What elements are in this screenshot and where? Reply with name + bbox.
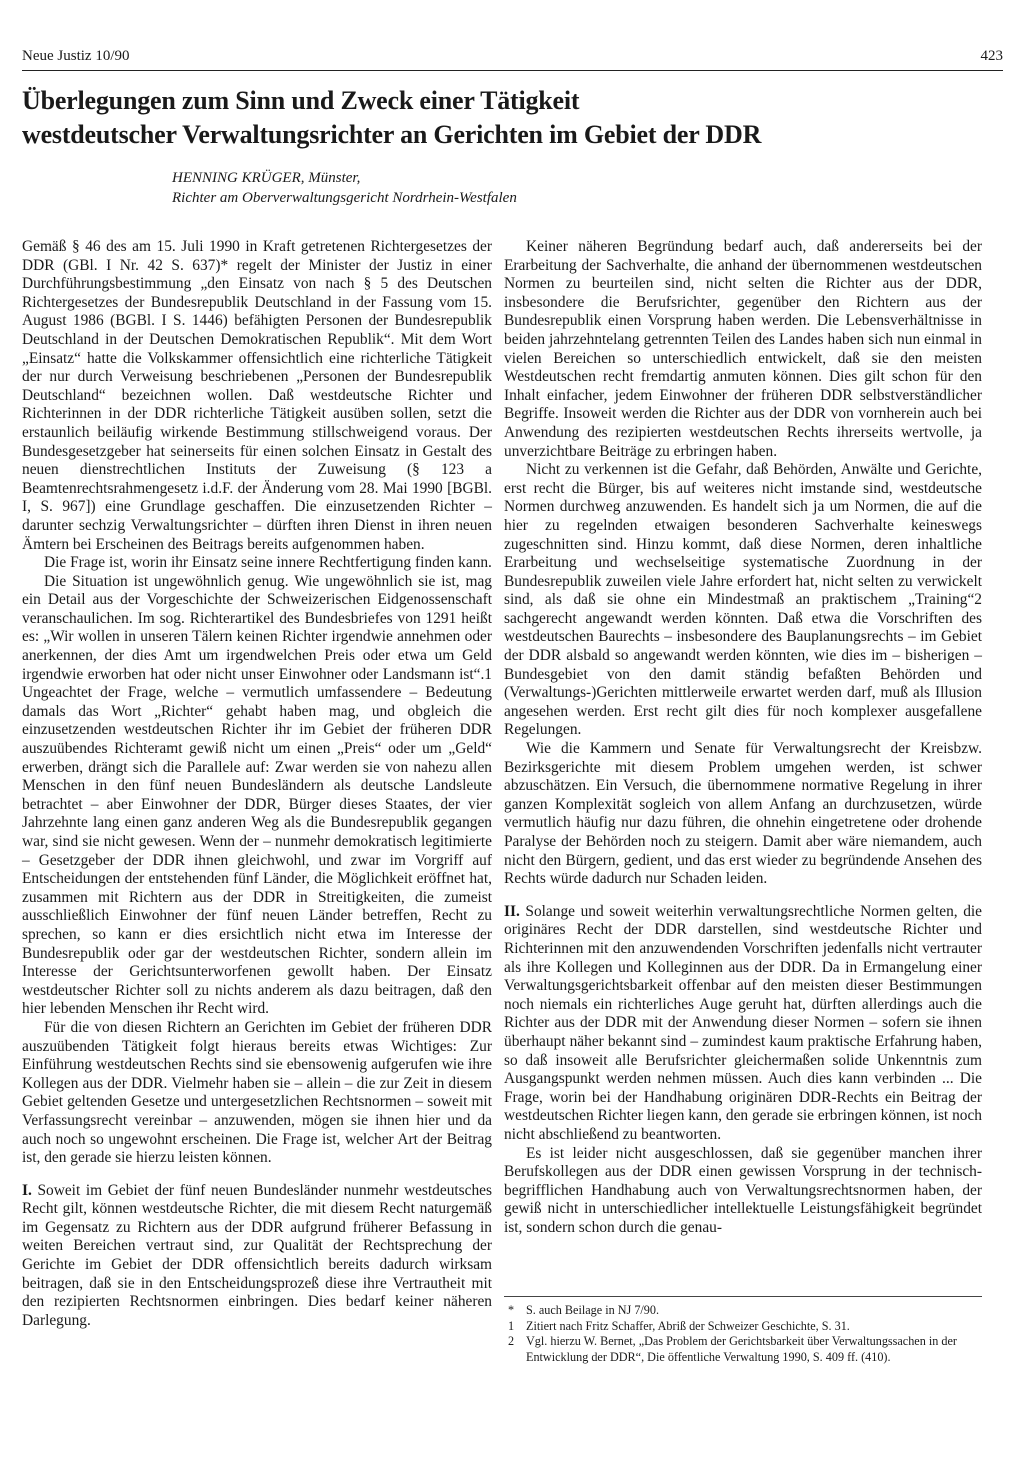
section-one-paragraph (22, 1182, 492, 1331)
article-title (22, 84, 1002, 152)
author-byline (172, 168, 517, 208)
footnote-text: Vgl. hierzu W. Bernet, „Das Problem der Gerichtsbarkeit über Verwaltungssachen in der Entwicklung der DDR“, Die öffentliche Verwaltung 1990, S. 409 ff. (410). (526, 1334, 957, 1364)
paragraph-consequence: Für die von diesen Richtern an Gerichten im Gebiet der früheren DDR auszuübenden Tätigkeit folgt hieraus bereits etwas Wichtiges: Zur Einführung westdeutschen Rechts sind sie ebensowenig aufgerufen wie ihre Kollegen aus der DDR. Vielmehr haben sie – allein – die zur Zeit in diesem Gebiet geltenden Gesetze und untergesetzlichen Rechtsnormen – soweit mit Verfassungsrecht vereinbar – anzuwenden, mögen sie ihnen hier und da auch noch so ungewohnt erscheinen. Die Frage ist, welcher Art der Beitrag ist, den gerade sie hierzu leisten können. (22, 1018, 492, 1167)
footnote (504, 1319, 982, 1335)
section-two-label: II. (504, 902, 520, 920)
section-two-text: Solange und soweit weiterhin verwaltungsrechtliche Normen gelten, die originäres Recht der DDR darstellen, sind westdeutsche Richter und Richterinnen mit den anzuwendenden Vorschriften jedenfalls nicht vertrauter als ihre Kollegen und Kolleginnen aus der DDR. Da in Ermangelung einer Verwaltungsgerichtsbarkeit offenbar auf den meisten dieser Bestimmungen noch niemals ein richterliches Auge geruht hat, dürften allerdings auch die Richter aus der DDR mit der Anwendung dieser Normen – sofern sie ihnen überhaupt näher bekannt sind – zumindest kaum praktische Erfahrung haben, so daß insoweit alle Berufsrichter gleichermaßen solide Unkenntnis zum Ausgangspunkt werden nehmen müssen. Auch dies kann verbinden ... Die Frage, worin bei der Handhabung originären DDR-Rechts ein Beitrag der westdeutschen Richter liegen kann, den gerade sie erbringen können, ist noch nicht abschließend zu beantworten. (504, 902, 982, 1143)
paragraph-sachverhalte: Keiner näheren Begründung bedarf auch, daß andererseits bei der Erarbeitung der Sachverhalte, die anhand der übernommenen westdeutschen Normen zu beurteilen sind, nicht selten die Richter aus der DDR, insbesondere die Berufsrichter, gegenüber den Richtern aus der Bundesrepublik einen Vorsprung haben werden. Die Lebensverhältnisse in beiden jahrzehntelang getrennten Teilen des Landes haben sich nun einmal in vielen Bereichen so unterschiedlich entwickelt, daß sie den meisten Westdeutschen recht fremdartig anmuten können. Dies gilt schon für den Inhalt einfacher, jedem Einwohner der früheren DDR selbstverständlicher Begriffe. Insoweit werden die Richter aus der DDR von vornherein auch bei Anwendung des rezipierten westdeutschen Rechts ihrerseits wertvolle, ja unverzichtbare Beiträge zu erbringen haben. (504, 238, 982, 460)
author-name: HENNING KRÜGER, Münster, (172, 170, 361, 186)
paragraph-intro: Gemäß § 46 des am 15. Juli 1990 in Kraft getretenen Richtergesetzes der DDR (GBl. I Nr. 42 S. 637)* regelt der Minister der Justiz in einer Durchführungsbestimmung „den Einsatz von nach § 5 des Deutschen Richtergesetzes der Bundesrepublik Deutschland in der Fassung vom 15. August 1986 (BGBl. I S. 1446) befähigten Personen der Bundesrepublik Deutschland in der Deutschen Demokratischen Republik“. Mit dem Wort „Einsatz“ hatte die Volkskammer offensichtlich eine richterliche Tätigkeit der nur durch Verweisung beschriebenen „Personen der Bundesrepublik Deutschland“ bezeichnen wollen. Daß westdeutsche Richter und Richterinnen in der DDR richterliche Tätigkeit ausüben sollen, setzt die erstaunlich beiläufig wirkende Bestimmung stillschweigend voraus. Der Bundesgesetzgeber hat seinerseits für einen solchen Einsatz in Gestalt des neuen dienstrechtlichen Instituts der Zuweisung (§ 123 a Beamtenrechtsrahmengesetz i.d.F. der Änderung vom 28. Mai 1990 [BGBl. I, S. 967]) eine Grundlage geschaffen. Die einzusetzenden Richter – darunter sechzig Verwaltungsrichter – dürften ihren Dienst in ihren neuen Ämtern bei Erscheinen des Beitrags bereits aufgenommen haben. (22, 238, 492, 553)
author-affiliation: Richter am Oberverwaltungsgericht Nordrhein-Westfalen (172, 190, 517, 206)
journal-issue: Neue Justiz 10/90 (22, 48, 130, 64)
footnote-text: S. auch Beilage in NJ 7/90. (526, 1303, 660, 1317)
article-title-line-2: westdeutscher Verwaltungsrichter an Gerichten im Gebiet der DDR (22, 120, 762, 149)
footnote-text: Zitiert nach Fritz Schaffer, Abriß der Schweizer Geschichte, S. 31. (526, 1318, 850, 1333)
footnote-mark: 1 (508, 1318, 515, 1333)
right-column (504, 238, 982, 1237)
left-column (22, 238, 492, 1330)
footnote-mark: * (508, 1303, 515, 1317)
paragraph-vorsprung: Es ist leider nicht ausgeschlossen, daß sie gegenüber manchen ihrer Berufskollegen aus der DDR einen gewissen Vorsprung in der technisch-begrifflichen Handhabung auch von Verwaltungsrechtsnormen haben, der gewiß nicht in unterschiedlicher intellektuelle Leistungsfähigkeit begründet ist, sondern schon durch die genau- (504, 1144, 982, 1236)
running-header (22, 44, 1003, 71)
paragraph-question: Die Frage ist, worin ihr Einsatz seine innere Rechtfertigung finden kann. (44, 554, 492, 572)
footnotes (504, 1296, 982, 1365)
page-number: 423 (980, 48, 1003, 64)
footnote (504, 1303, 982, 1319)
footnote-mark: 2 (508, 1334, 515, 1348)
paragraph-situation: Die Situation ist ungewöhnlich genug. Wie ungewöhnlich sie ist, mag ein Detail aus der Vorgeschichte der Schweizerischen Eidgenossenschaft veranschaulichen. Im sog. Richterartikel des Bundesbriefes von 1291 heißt es: „Wir wollen in unseren Tälern keinen Richter irgendwie annehmen oder anerkennen, der dies Amt um irgendwelchen Preis oder etwa um Geld irgendwie erworben hat oder nicht unser Einwohner oder Landsmann ist“.1 Ungeachtet der Frage, welche – vermutlich umfassendere – Bedeutung damals das Wort „Richter“ gehabt haben mag, und obgleich die einzusetzenden westdeutschen Richter ihr im Gebiet der früheren DDR auszuübendes Richteramt gewiß nicht um einen „Preis“ oder um „Geld“ erwerben, drängt sich die Parallele auf: Zwar werden sie von nahezu allen Menschen in den fünf neuen Bundesländern als deutsche Landsleute betrachtet – aber Einwohner der DDR, Bürger dieses Staates, der vier Jahrzehnte lang einen ganz anderen Weg als die Bundesrepublik gegangen war, sind sie nicht gewesen. Wenn der – nunmehr demokratisch legitimierte – Gesetzgeber der DDR ihnen gleichwohl, und zwar im Vorgriff auf Entscheidungen der entstehenden fünf Länder, die Möglichkeit eröffnet hat, zusammen mit Richtern aus der DDR in Streitigkeiten, die zumeist ausschließlich Einwohner der fünf neuen Länder betreffen, Recht zu sprechen, so kann er dies ersichtlich nicht etwa im Interesse der Bundesrepublik oder gar der westdeutschen Richter, sondern allein im Interesse der Gerichtsunterworfenen gewollt haben. Der Einsatz westdeutscher Richter soll zu nichts anderem als dazu beitragen, daß den hier lebenden Menschen ihr Recht wird. (22, 572, 492, 1018)
section-two-paragraph (504, 903, 982, 1145)
article-title-line-1: Überlegungen zum Sinn und Zweck einer Tätigkeit (22, 86, 580, 115)
paragraph-gefahr: Nicht zu verkennen ist die Gefahr, daß Behörden, Anwälte und Gerichte, erst recht die Bürger, bis auf weiteres nicht imstande sind, westdeutsche Normen durchweg anzuwenden. Es handelt sich ja um Normen, die auf die hier zu regelnden etwaigen besonderen Sachverhalte keineswegs zugeschnitten sind. Hinzu kommt, daß diese Normen, deren inhaltliche Erarbeitung und wechselseitige systematische Zuordnung in der Bundesrepublik zuweilen viele Jahre erfordert hat, nicht selten zu verwickelt sind, als daß sie ohne ein Mindestmaß an praktischem „Training“2 sachgerecht angewandt werden könnten. Daß etwa die Vorschriften des westdeutschen Baurechts – insbesondere des Bauplanungsrechts – im Gebiet der DDR alsbald so angewandt werden könnten, wie dies im – bisherigen – Bundesgebiet von den damit ständig befaßten Behörden und (Verwaltungs-)Gerichten mittlerweile erwartet werden darf, muß als Illusion angesehen werden. Erst recht gilt dies für noch komplexer ausgefallene Regelungen. (504, 461, 982, 739)
section-one-label: I. (22, 1181, 32, 1199)
paragraph-kammern: Wie die Kammern und Senate für Verwaltungsrecht der Kreisbzw. Bezirksgerichte mit diesem Problem umgehen werden, ist schwer abzuschätzen. Ein Versuch, die übernommene normative Regelung in ihrer ganzen Komplexität sogleich von allem Anfang an durchzusetzen, würde vermutlich häufig nur dazu führen, die ohnehin eingetretene oder drohende Paralyse der Behörden noch zu steigern. Damit aber wäre niemandem, auch nicht den Bürgern, gedient, und das erst wieder zu begründende Ansehen des Rechts würde dadurch nur Schaden leiden. (504, 740, 982, 888)
section-one-text: Soweit im Gebiet der fünf neuen Bundesländer nunmehr westdeutsches Recht gilt, können westdeutsche Richter, die mit diesem Recht naturgemäß im Gegensatz zu Richtern aus der DDR aufgrund früherer Befassung in weiten Bereichen vertraut sind, zur Qualität der Rechtsprechung der Gerichte im Gebiet der DDR offensichtlich bereits dadurch wirksam beitragen, daß sie in den Entscheidungsprozeß diese ihre Vertrautheit mit den rezipierten Rechtsnormen einbringen. Dies bedarf keiner näheren Darlegung. (22, 1181, 492, 1329)
footnote (504, 1334, 982, 1365)
